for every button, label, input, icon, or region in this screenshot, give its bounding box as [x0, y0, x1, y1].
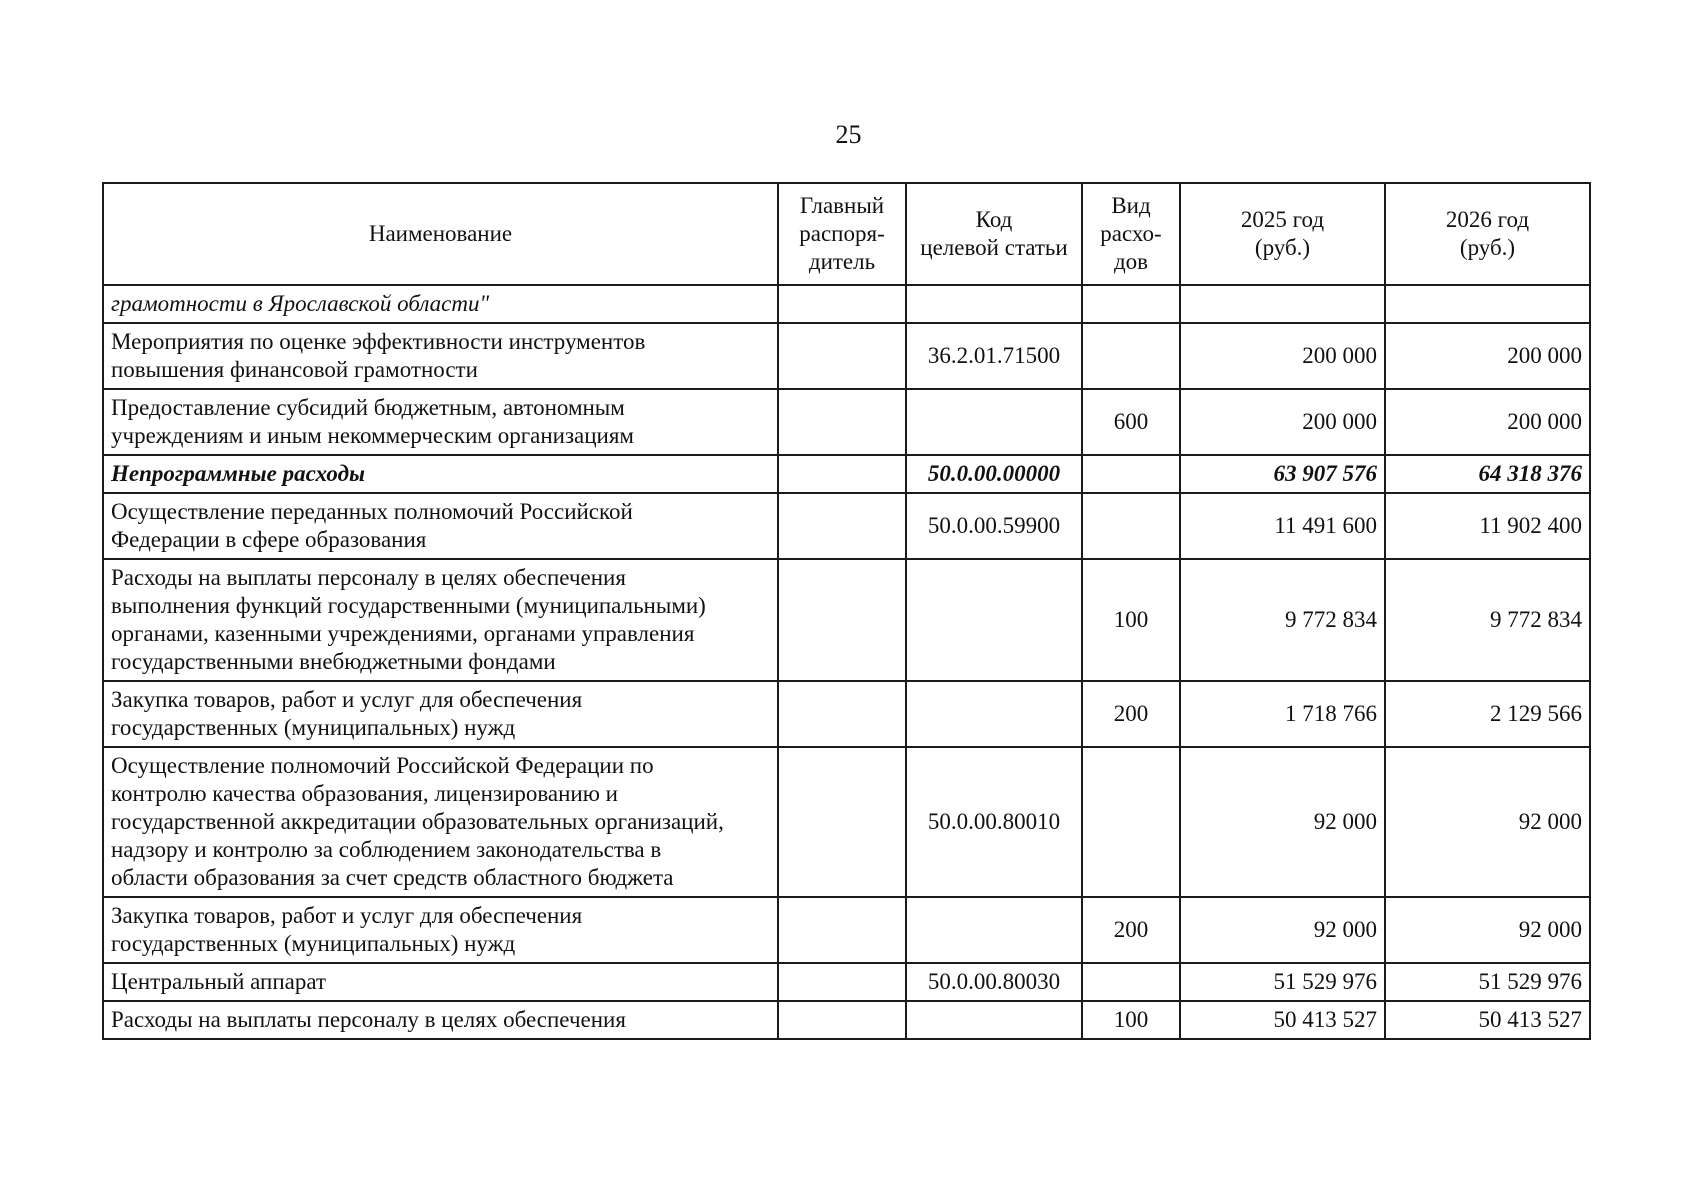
cell-y2026: 51 529 976 — [1385, 963, 1590, 1001]
cell-y2025: 50 413 527 — [1180, 1001, 1385, 1039]
cell-name: Закупка товаров, работ и услуг для обеспечения государственных (муниципальных) нужд — [103, 897, 778, 963]
cell-name: Предоставление субсидий бюджетным, автономным учреждениям и иным некоммерческим организациям — [103, 389, 778, 455]
cell-distributor — [778, 455, 906, 493]
cell-y2025: 200 000 — [1180, 323, 1385, 389]
table-row — [103, 389, 1590, 455]
cell-y2026: 200 000 — [1385, 323, 1590, 389]
cell-distributor — [778, 747, 906, 897]
cell-y2025: 63 907 576 — [1180, 455, 1385, 493]
cell-distributor — [778, 285, 906, 323]
cell-type: 200 — [1082, 897, 1180, 963]
cell-name: Осуществление переданных полномочий Российской Федерации в сфере образования — [103, 493, 778, 559]
cell-code — [906, 1001, 1082, 1039]
table-row — [103, 1001, 1590, 1039]
cell-code: 50.0.00.59900 — [906, 493, 1082, 559]
cell-name: Расходы на выплаты персоналу в целях обеспечения выполнения функций государственными (муниципальными) органами, казенными учреждениями, органами управления государственными внебюджетными фондами — [103, 559, 778, 681]
cell-name: грамотности в Ярославской области" — [103, 285, 778, 323]
cell-type — [1082, 285, 1180, 323]
budget-table — [102, 182, 1591, 1040]
cell-type — [1082, 323, 1180, 389]
cell-distributor — [778, 323, 906, 389]
cell-y2025: 51 529 976 — [1180, 963, 1385, 1001]
table-row — [103, 681, 1590, 747]
cell-y2025: 1 718 766 — [1180, 681, 1385, 747]
cell-name: Мероприятия по оценке эффективности инструментов повышения финансовой грамотности — [103, 323, 778, 389]
header-2026: 2026 год (руб.) — [1385, 183, 1590, 285]
cell-y2025 — [1180, 285, 1385, 323]
cell-name: Непрограммные расходы — [103, 455, 778, 493]
table-row — [103, 285, 1590, 323]
cell-code: 50.0.00.00000 — [906, 455, 1082, 493]
table-row — [103, 747, 1590, 897]
cell-distributor — [778, 389, 906, 455]
cell-distributor — [778, 1001, 906, 1039]
cell-y2025: 200 000 — [1180, 389, 1385, 455]
cell-y2026: 92 000 — [1385, 747, 1590, 897]
table-row — [103, 963, 1590, 1001]
table-body — [103, 285, 1590, 1039]
table-row — [103, 493, 1590, 559]
cell-type — [1082, 963, 1180, 1001]
header-type: Вид расхо- дов — [1082, 183, 1180, 285]
header-2025: 2025 год (руб.) — [1180, 183, 1385, 285]
cell-y2026: 9 772 834 — [1385, 559, 1590, 681]
page-number: 25 — [835, 120, 862, 149]
cell-name: Закупка товаров, работ и услуг для обеспечения государственных (муниципальных) нужд — [103, 681, 778, 747]
header-code: Код целевой статьи — [906, 183, 1082, 285]
cell-name: Центральный аппарат — [103, 963, 778, 1001]
cell-distributor — [778, 493, 906, 559]
cell-code — [906, 897, 1082, 963]
cell-y2026: 11 902 400 — [1385, 493, 1590, 559]
cell-y2026: 92 000 — [1385, 897, 1590, 963]
header-distributor: Главный распоря- дитель — [778, 183, 906, 285]
cell-y2025: 9 772 834 — [1180, 559, 1385, 681]
cell-name: Осуществление полномочий Российской Федерации по контролю качества образования, лицензированию и государственной аккредитации образовательных организаций, надзору и контролю за соблюдением законодательства в области образования за счет средств областного бюджета — [103, 747, 778, 897]
cell-code — [906, 681, 1082, 747]
cell-code — [906, 285, 1082, 323]
cell-code: 50.0.00.80010 — [906, 747, 1082, 897]
cell-y2025: 92 000 — [1180, 747, 1385, 897]
cell-distributor — [778, 963, 906, 1001]
cell-distributor — [778, 559, 906, 681]
cell-y2026: 200 000 — [1385, 389, 1590, 455]
cell-type: 100 — [1082, 1001, 1180, 1039]
cell-y2026: 2 129 566 — [1385, 681, 1590, 747]
cell-code: 50.0.00.80030 — [906, 963, 1082, 1001]
table-row — [103, 323, 1590, 389]
cell-y2026: 50 413 527 — [1385, 1001, 1590, 1039]
cell-distributor — [778, 897, 906, 963]
cell-y2025: 11 491 600 — [1180, 493, 1385, 559]
cell-name: Расходы на выплаты персоналу в целях обеспечения — [103, 1001, 778, 1039]
cell-type: 100 — [1082, 559, 1180, 681]
table-header-row — [103, 183, 1590, 285]
cell-y2025: 92 000 — [1180, 897, 1385, 963]
table-row — [103, 455, 1590, 493]
cell-code — [906, 389, 1082, 455]
cell-y2026: 64 318 376 — [1385, 455, 1590, 493]
cell-code — [906, 559, 1082, 681]
header-name: Наименование — [103, 183, 778, 285]
cell-type — [1082, 493, 1180, 559]
cell-type — [1082, 455, 1180, 493]
table-row — [103, 897, 1590, 963]
cell-type — [1082, 747, 1180, 897]
table-row — [103, 559, 1590, 681]
cell-type: 600 — [1082, 389, 1180, 455]
cell-y2026 — [1385, 285, 1590, 323]
cell-type: 200 — [1082, 681, 1180, 747]
cell-distributor — [778, 681, 906, 747]
cell-code: 36.2.01.71500 — [906, 323, 1082, 389]
